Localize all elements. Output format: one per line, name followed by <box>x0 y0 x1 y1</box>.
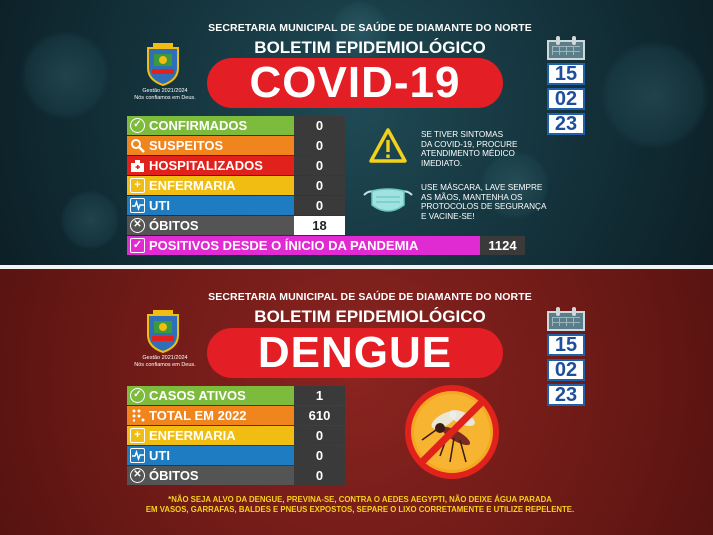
date-year: 23 <box>547 113 585 135</box>
stat-value: 1124 <box>480 236 525 255</box>
covid-title: COVID-19 <box>207 58 503 108</box>
stat-label: TOTAL EM 2022 <box>149 408 247 423</box>
date-year: 23 <box>547 384 585 406</box>
boletim-heading: BOLETIM EPIDEMIOLÓGICO <box>254 307 486 326</box>
heartbeat-icon <box>130 448 145 463</box>
dengue-bulletin-panel <box>0 269 713 535</box>
virus-decoration <box>60 190 120 250</box>
stat-row-positivos-total <box>127 236 525 255</box>
virus-decoration <box>20 30 110 120</box>
x-circle-icon: ✕ <box>130 468 145 483</box>
municipal-crest-logo <box>144 309 182 353</box>
search-icon <box>130 138 145 153</box>
covid-bulletin-panel <box>0 0 713 265</box>
stat-label: ÓBITOS <box>149 218 199 233</box>
face-mask-icon <box>362 185 414 217</box>
stat-label: UTI <box>149 198 170 213</box>
dengue-prevention-note: *NÃO SEJA ALVO DA DENGUE, PREVINA-SE, CONTRA O AEDES AEGYPTI, NÃO DEIXE ÁGUA PARADA EM VASOS, GARRAFAS, BALDES E PNEUS EXPOSTOS, SEPARE O LIXO CORRETAMENTE E UTILIZE REPELENTE. <box>145 495 575 514</box>
secretaria-heading: SECRETARIA MUNICIPAL DE SAÚDE DE DIAMANTE DO NORTE <box>208 291 532 303</box>
check-circle-icon: ✓ <box>130 118 145 133</box>
heartbeat-icon <box>130 198 145 213</box>
calendar-date <box>547 311 585 406</box>
motto-line: Nós confiamos em Deus. <box>134 95 196 101</box>
virus-decoration <box>600 40 710 150</box>
stat-value: 0 <box>294 446 345 465</box>
stat-value: 1 <box>294 386 345 405</box>
check-square-icon: ✓ <box>130 238 145 253</box>
stat-label: CASOS ATIVOS <box>149 388 246 403</box>
stat-label: UTI <box>149 448 170 463</box>
gestao-line: Gestão 2021/2024 <box>142 355 188 361</box>
warning-icon <box>368 126 408 166</box>
date-day: 15 <box>547 63 585 85</box>
date-month: 02 <box>547 359 585 381</box>
boletim-heading: BOLETIM EPIDEMIOLÓGICO <box>254 38 486 57</box>
municipal-crest-logo <box>144 42 182 86</box>
stat-row-obitos <box>127 466 345 485</box>
hospital-icon <box>130 158 145 173</box>
stat-label: ENFERMARIA <box>149 178 236 193</box>
stat-value: 0 <box>294 136 345 155</box>
warning-text: SE TIVER SINTOMAS DA COVID-19, PROCURE ATENDIMENTO MÉDICO IMEDIATO. <box>421 130 518 168</box>
stat-value: 18 <box>294 216 345 235</box>
stat-row-total-2022 <box>127 406 345 425</box>
calendar-icon <box>547 311 585 331</box>
plus-square-icon: + <box>130 178 145 193</box>
stat-row-casos-ativos <box>127 386 345 405</box>
stat-value: 0 <box>294 156 345 175</box>
stat-label: ENFERMARIA <box>149 428 236 443</box>
plus-square-icon: + <box>130 428 145 443</box>
dengue-stats-table <box>127 386 345 486</box>
secretaria-heading: SECRETARIA MUNICIPAL DE SAÚDE DE DIAMANTE DO NORTE <box>208 22 532 34</box>
check-circle-icon: ✓ <box>130 388 145 403</box>
stat-row-enfermaria <box>127 426 345 445</box>
stat-label: SUSPEITOS <box>149 138 224 153</box>
stat-value: 0 <box>294 116 345 135</box>
gestao-line: Gestão 2021/2024 <box>142 88 188 94</box>
stat-label: HOSPITALIZADOS <box>149 158 263 173</box>
mask-advice-text: USE MÁSCARA, LAVE SEMPRE AS MÃOS, MANTENHA OS PROTOCOLOS DE SEGURANÇA E VACINE-SE! <box>421 183 547 221</box>
dengue-title: DENGUE <box>207 328 503 378</box>
calendar-date <box>547 40 585 135</box>
x-circle-icon: ✕ <box>130 218 145 233</box>
date-day: 15 <box>547 334 585 356</box>
stat-row-uti <box>127 446 345 465</box>
stat-value: 0 <box>294 176 345 195</box>
stat-value: 0 <box>294 466 345 485</box>
calendar-icon <box>547 40 585 60</box>
dots-icon <box>130 408 145 423</box>
stat-value: 610 <box>294 406 345 425</box>
stat-label: POSITIVOS DESDE O ÍNICIO DA PANDEMIA <box>149 238 419 253</box>
stat-label: CONFIRMADOS <box>149 118 248 133</box>
motto-line: Nós confiamos em Deus. <box>134 362 196 368</box>
no-mosquito-icon <box>404 384 500 480</box>
stat-label: ÓBITOS <box>149 468 199 483</box>
date-month: 02 <box>547 88 585 110</box>
stat-value: 0 <box>294 426 345 445</box>
stat-value: 0 <box>294 196 345 215</box>
